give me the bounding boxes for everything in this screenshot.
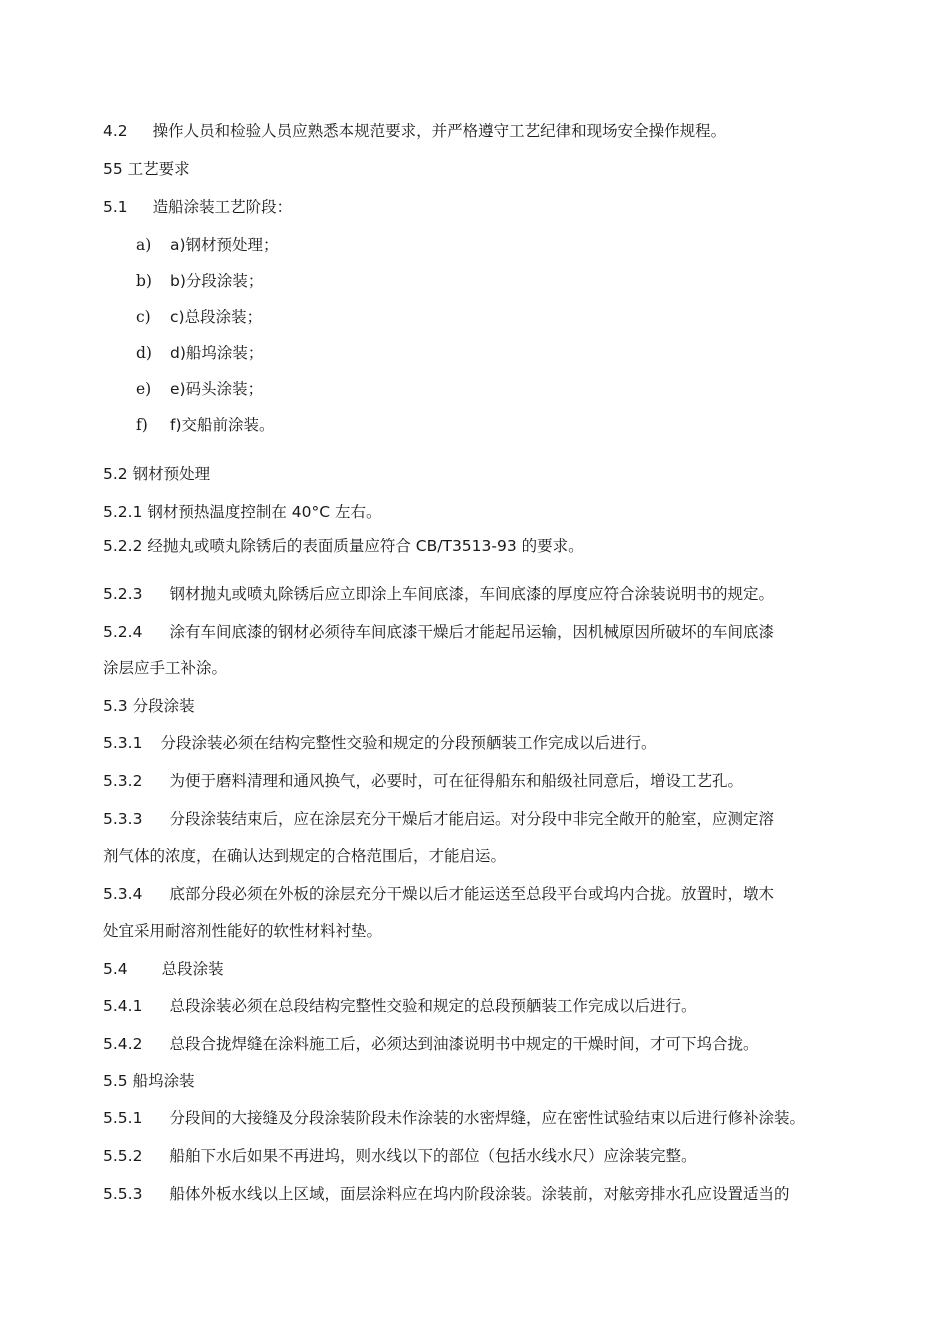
list-item-text: d)船坞涂装；	[170, 344, 264, 362]
list-marker: f)	[136, 416, 148, 434]
clause-number: 5.3.1	[103, 734, 143, 752]
clause-4-2	[103, 120, 726, 142]
clause-number: 5.4.2	[103, 1035, 143, 1053]
clause-number: 5.4	[103, 960, 128, 978]
clause-text: 涂有车间底漆的钢材必须待车间底漆干燥后才能起吊运输，因机械原因所破坏的车间底漆	[169, 623, 774, 641]
clause-text: 分段涂装结束后，应在涂层充分干燥后才能启运。对分段中非完全敞开的舱室，应测定溶	[169, 810, 774, 828]
clause-text: 操作人员和检验人员应熟悉本规范要求，并严格遵守工艺纪律和现场安全操作规程。	[152, 122, 727, 140]
list-marker: e)	[136, 380, 152, 398]
list-item	[136, 414, 275, 436]
clause-5-1	[103, 196, 292, 218]
list-item-text: a)钢材预处理；	[170, 236, 279, 254]
list-item	[136, 234, 279, 256]
clause-5-4-1	[103, 995, 696, 1017]
list-marker: d)	[136, 344, 152, 362]
clause-5-5-2	[103, 1145, 696, 1167]
clause-5-3-1	[103, 732, 656, 754]
clause-text: 钢材抛丸或喷丸除锈后应立即涂上车间底漆，车间底漆的厚度应符合涂装说明书的规定。	[169, 585, 774, 603]
clause-5-2-3	[103, 583, 774, 605]
list-item	[136, 306, 262, 328]
clause-text: 船体外板水线以上区域，面层涂料应在坞内阶段涂装。涂装前，对舷旁排水孔应设置适当的	[169, 1185, 790, 1203]
clause-text: 底部分段必须在外板的涂层充分干燥以后才能运送至总段平台或坞内合拢。放置时，墩木	[169, 885, 774, 903]
clause-text: 总段涂装必须在总段结构完整性交验和规定的总段预舾装工作完成以后进行。	[169, 997, 697, 1015]
clause-number: 5.5.2	[103, 1147, 143, 1165]
clause-5-3-4-continuation: 处宜采用耐溶剂性能好的软性材料衬垫。	[103, 922, 383, 940]
list-item-text: f)交船前涂装。	[170, 416, 275, 434]
clause-text: 总段合拢焊缝在涂料施工后，必须达到油漆说明书中规定的干燥时间，才可下坞合拢。	[169, 1035, 759, 1053]
clause-5-5-1	[103, 1107, 805, 1129]
section-5-5-heading: 5.5 船坞涂装	[103, 1072, 195, 1090]
clause-text: 船舶下水后如果不再进坞，则水线以下的部位（包括水线水尺）应涂装完整。	[169, 1147, 697, 1165]
clause-number: 5.5.3	[103, 1185, 143, 1203]
clause-number: 5.3.2	[103, 772, 143, 790]
clause-5-2-4-continuation: 涂层应手工补涂。	[103, 659, 228, 677]
clause-number: 4.2	[103, 122, 128, 140]
clause-text: 分段涂装必须在结构完整性交验和规定的分段预舾装工作完成以后进行。	[160, 734, 657, 752]
clause-5-4-2	[103, 1033, 758, 1055]
list-item	[136, 378, 263, 400]
clause-5-2-2: 5.2.2 经抛丸或喷丸除锈后的表面质量应符合 CB/T3513-93 的要求。	[103, 537, 584, 555]
clause-5-3-3	[103, 808, 774, 830]
clause-number: 5.4.1	[103, 997, 143, 1015]
clause-number: 5.3.3	[103, 810, 143, 828]
section-5-4-heading	[103, 958, 224, 980]
list-item-text: c)总段涂装；	[170, 308, 263, 326]
clause-5-3-2	[103, 770, 743, 792]
section-5-2-heading: 5.2 钢材预处理	[103, 465, 211, 483]
clause-5-3-3-continuation: 剂气体的浓度，在确认达到规定的合格范围后，才能启运。	[103, 847, 507, 865]
clause-text: 造船涂装工艺阶段：	[152, 198, 293, 216]
clause-5-5-3	[103, 1183, 789, 1205]
clause-text: 总段涂装	[161, 960, 224, 978]
clause-5-2-4	[103, 621, 774, 643]
list-item-text: b)分段涂装；	[170, 272, 264, 290]
list-marker: b)	[136, 272, 152, 290]
list-item	[136, 342, 263, 364]
clause-5-3-4	[103, 883, 774, 905]
clause-number: 5.5.1	[103, 1109, 143, 1127]
list-marker: c)	[136, 308, 151, 326]
clause-number: 5.3.4	[103, 885, 143, 903]
clause-5-2-1: 5.2.1 钢材预热温度控制在 40°C 左右。	[103, 503, 382, 521]
clause-number: 5.2.4	[103, 623, 143, 641]
list-item-text: e)码头涂装；	[170, 380, 264, 398]
list-marker: a)	[136, 236, 152, 254]
clause-number: 5.1	[103, 198, 128, 216]
section-5-heading: 55 工艺要求	[103, 160, 190, 178]
list-item	[136, 270, 263, 292]
section-5-3-heading: 5.3 分段涂装	[103, 697, 195, 715]
clause-text: 为便于磨料清理和通风换气，必要时，可在征得船东和船级社同意后，增设工艺孔。	[169, 772, 743, 790]
clause-text: 分段间的大接缝及分段涂装阶段未作涂装的水密焊缝，应在密性试验结束以后进行修补涂装。	[169, 1109, 805, 1127]
clause-number: 5.2.3	[103, 585, 143, 603]
